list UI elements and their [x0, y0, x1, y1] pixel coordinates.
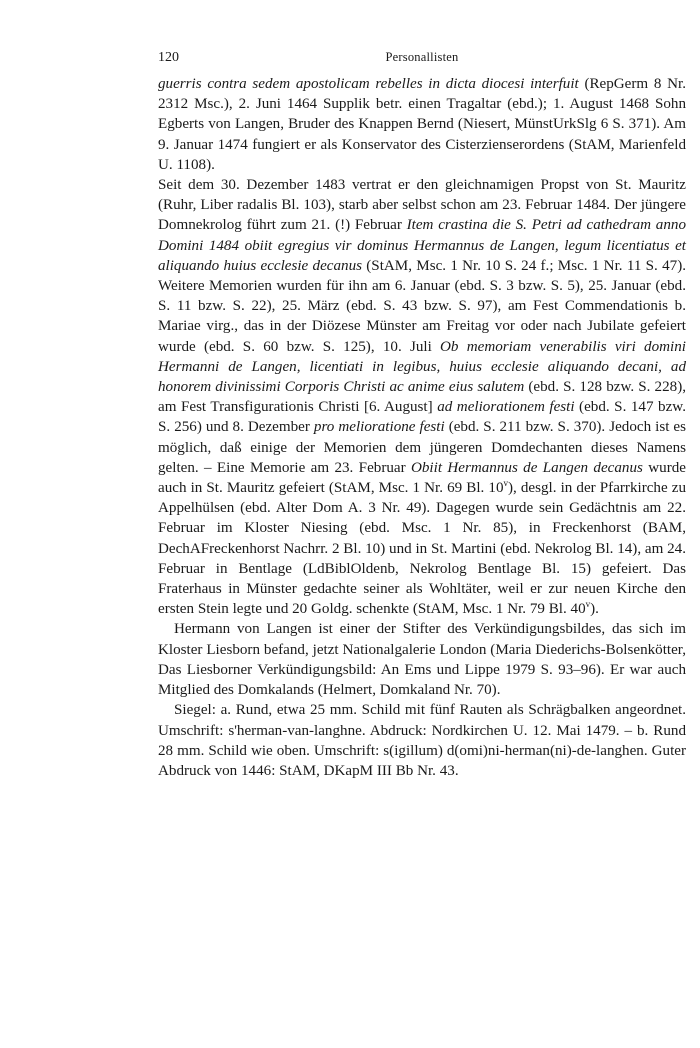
text-run: (StAM, Msc. 1 Nr. 10 S. 24 f.; Msc. 1 Nr. 11 S. 47). Weitere Memorien wurden für ihn am 6. Januar (ebd. S. 3 bzw. S. 5), 25. Januar (ebd. S. 11 bzw. S. 22), 25. März (ebd. S. 43 bzw. S. 97), am Fest Commendationis b. Mariae virg., das in der Diözese Münster am Freitag vor oder nach Jubilate gefeiert wurde (ebd. S. 60 bzw. S. 125), 10. Juli: [158, 257, 686, 355]
latin-quotation: Ob memoriam venerabilis viri domini Hermanni de Langen, licentiati in legibus, huius ecclesie aliquando decani, ad honorem divinissimi Corporis Christi ac anime eius salutem: [158, 338, 686, 396]
text-run: Hermann von Langen ist einer der Stifter des Verkündigungsbildes, das sich im Kloster Liesborn befand, jetzt Nationalgalerie London (Maria Diederichs-Bolsenkötter, Das Liesborner Verkündigungsbild: An Ems und Lippe 1979 S. 93–96). Er war auch Mitglied des Domkalands (Helmert, Domkaland Nr. 70).: [158, 621, 686, 699]
text-run: (ebd. S. 211 bzw. S. 370). Jedoch ist es möglich, daß einige der Memorien dem jüngeren Domdechanten dieses Namens gelten. – Eine Memorie am 23. Februar: [158, 419, 686, 476]
paragraph-memorials: [158, 175, 686, 619]
latin-quotation: ad meliorationem festi: [437, 399, 575, 416]
folio-verso-mark: v: [503, 478, 508, 489]
latin-quotation: pro melioratione festi: [313, 419, 445, 436]
body-text: [158, 74, 686, 781]
text-run: (ebd. S. 147 bzw. S. 256) und 8. Dezember: [158, 399, 686, 436]
text-run: ), desgl. in der Pfarrkirche zu Appelhülsen (ebd. Alter Dom A. 3 Nr. 49). Dagegen wurde sein Gedächtnis am 22. Februar im Kloster Niesing (ebd. Msc. 1 Nr. 85), in Freckenhorst (BAM, DechAFreckenhorst Nachrr. 2 Bl. 10) und in St. Martini (ebd. Nekrolog Bl. 14), am 24. Februar in Bentlage (LdBiblOldenb, Nekrolog Bentlage Bl. 15) gefeiert. Das Fraterhaus in Münster gedachte seiner als Wohltäter, weil er zur neuen Kirche den ersten Stein legte und 20 Goldg. schenkte (StAM, Msc. 1 Nr. 79 Bl. 40: [158, 480, 686, 618]
text-run: Seit dem 30. Dezember 1483 vertrat er den gleichnamigen Propst von St. Mauritz (Ruhr, Liber radalis Bl. 103), starb aber selbst schon am 23. Februar 1484. Der jüngere Domnekrolog führt zum 21. (!) Februar: [158, 177, 686, 234]
text-run: wurde auch in St. Mauritz gefeiert (StAM, Msc. 1 Nr. 69 Bl. 10: [158, 459, 686, 497]
paragraph-career: [158, 74, 686, 175]
latin-quotation: Item crastina die S. Petri ad cathedram anno Domini 1484 obiit egregius vir dominus Hermannus de Langen, legum licentiatus et aliquando huius ecclesie decanus: [158, 217, 686, 274]
text-run: ).: [590, 601, 599, 618]
running-head: Personallisten: [385, 50, 459, 64]
latin-quotation: guerris contra sedem apostolicam rebelles in dicta diocesi interfuit: [158, 76, 579, 92]
paragraph-seals: [158, 700, 686, 781]
latin-quotation: Obiit Hermannus de Langen decanus: [410, 459, 643, 476]
paragraph-painting: [158, 619, 686, 700]
text-run: (ebd. S. 128 bzw. S. 228), am Fest Transfigurationis Christi [6. August]: [158, 379, 686, 416]
text-run: Siegel: a. Rund, etwa 25 mm. Schild mit fünf Rauten als Schrägbalken angeordnet. Umschrift: s'herman-van-langhne. Abdruck: Nordkirchen U. 12. Mai 1479. – b. Rund 28 mm. Schild wie oben. Umschrift: s(igillum) d(omi)ni-herman(ni)-de-langhen. Guter Abdruck von 1446: StAM, DKapM III Bb Nr. 43.: [158, 702, 686, 779]
text-run: (RepGerm 8 Nr. 2312 Msc.), 2. Juni 1464 Supplik betr. einen Tragaltar (ebd.); 1. August 1468 Sohn Egberts von Langen, Bruder des Knappen Bernd (Niesert, MünstUrkSlg 6 S. 371). Am 9. Januar 1474 fungiert er als Konservator des Cisterzienserordens (StAM, Marienfeld U. 1108).: [158, 76, 686, 173]
page: [158, 50, 686, 781]
folio-verso-mark: v: [585, 599, 591, 610]
page-header: [158, 50, 686, 74]
page-number: 120: [158, 50, 179, 65]
